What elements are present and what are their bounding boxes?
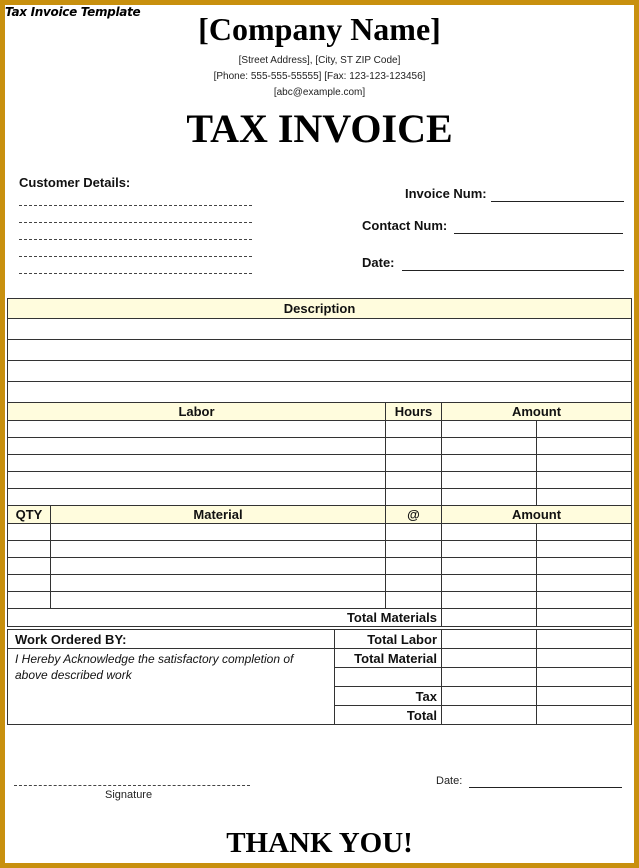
document-label: Tax Invoice Template <box>5 5 141 19</box>
blank-summary-cents[interactable] <box>537 668 632 687</box>
summary-table <box>7 629 632 725</box>
total-labor-cents[interactable] <box>537 630 632 649</box>
material-cell[interactable] <box>51 592 386 609</box>
invoice-num-label: Invoice Num: <box>405 186 487 201</box>
material-cell[interactable] <box>51 541 386 558</box>
amount-cell[interactable] <box>442 438 537 455</box>
amount-cents-cell[interactable] <box>537 438 632 455</box>
total-materials-amount[interactable] <box>442 609 537 627</box>
total-materials-cents[interactable] <box>537 609 632 627</box>
signature-line[interactable] <box>14 785 250 786</box>
total-material-cents[interactable] <box>537 649 632 668</box>
rate-cell[interactable] <box>386 558 442 575</box>
total-amount[interactable] <box>442 706 537 725</box>
total-label: Total <box>335 706 442 725</box>
material-cell[interactable] <box>51 575 386 592</box>
amount-cell[interactable] <box>442 575 537 592</box>
amount-cents-cell[interactable] <box>537 455 632 472</box>
blank-summary-label <box>335 668 442 687</box>
company-email: [abc@example.com] <box>273 87 366 98</box>
material-row <box>8 575 632 592</box>
total-labor-label: Total Labor <box>335 630 442 649</box>
tax-label: Tax <box>335 687 442 706</box>
signature-label: Signature <box>105 789 153 801</box>
material-row <box>8 592 632 609</box>
amount-cents-cell[interactable] <box>537 421 632 438</box>
description-header: Description <box>8 299 632 319</box>
description-row[interactable] <box>8 340 632 361</box>
labor-row <box>8 438 632 455</box>
material-cell[interactable] <box>51 524 386 541</box>
invoice-title: TAX INVOICE <box>186 106 453 151</box>
description-row[interactable] <box>8 382 632 403</box>
description-row[interactable] <box>8 319 632 340</box>
work-ordered-by-label: Work Ordered BY: <box>8 630 335 649</box>
total-cents[interactable] <box>537 706 632 725</box>
contact-num-label: Contact Num: <box>362 218 448 233</box>
at-header: @ <box>386 506 442 524</box>
amount-cell[interactable] <box>442 592 537 609</box>
amount-cell[interactable] <box>442 421 537 438</box>
amount-cents-cell[interactable] <box>537 575 632 592</box>
hours-cell[interactable] <box>386 472 442 489</box>
amount-cents-cell[interactable] <box>537 472 632 489</box>
rate-cell[interactable] <box>386 524 442 541</box>
total-labor-amount[interactable] <box>442 630 537 649</box>
labor-row <box>8 455 632 472</box>
amount-cell[interactable] <box>442 472 537 489</box>
date-label: Date: <box>362 255 395 270</box>
hours-cell[interactable] <box>386 489 442 506</box>
customer-line-2[interactable] <box>19 222 252 223</box>
hours-header: Hours <box>386 403 442 421</box>
company-name: [Company Name] <box>198 11 441 47</box>
customer-line-5[interactable] <box>19 273 252 274</box>
total-materials-label: Total Materials <box>8 609 442 627</box>
amount-cell[interactable] <box>442 455 537 472</box>
customer-line-1[interactable] <box>19 205 252 206</box>
labor-row <box>8 421 632 438</box>
hours-cell[interactable] <box>386 438 442 455</box>
material-amount-header: Amount <box>442 506 632 524</box>
invoice-table <box>7 298 632 627</box>
material-cell[interactable] <box>51 558 386 575</box>
amount-cents-cell[interactable] <box>537 592 632 609</box>
customer-details-label: Customer Details: <box>19 175 131 190</box>
acknowledgement-text: I Hereby Acknowledge the satisfactory completion of above described work <box>8 649 335 725</box>
total-material-label: Total Material <box>335 649 442 668</box>
amount-cell[interactable] <box>442 558 537 575</box>
amount-cents-cell[interactable] <box>537 489 632 506</box>
qty-cell[interactable] <box>8 575 51 592</box>
amount-cell[interactable] <box>442 524 537 541</box>
labor-cell[interactable] <box>8 455 386 472</box>
labor-row <box>8 472 632 489</box>
customer-line-4[interactable] <box>19 256 252 257</box>
material-row <box>8 541 632 558</box>
material-row <box>8 558 632 575</box>
labor-cell[interactable] <box>8 489 386 506</box>
amount-cell[interactable] <box>442 489 537 506</box>
labor-amount-header: Amount <box>442 403 632 421</box>
amount-cents-cell[interactable] <box>537 524 632 541</box>
blank-summary-amount[interactable] <box>442 668 537 687</box>
footer-date-field[interactable] <box>469 787 622 788</box>
amount-cents-cell[interactable] <box>537 558 632 575</box>
footer-date-label: Date: <box>436 775 463 787</box>
material-row <box>8 524 632 541</box>
labor-header: Labor <box>8 403 386 421</box>
qty-cell[interactable] <box>8 541 51 558</box>
qty-cell[interactable] <box>8 592 51 609</box>
qty-cell[interactable] <box>8 524 51 541</box>
date-field[interactable] <box>402 270 624 271</box>
company-address: [Street Address], [City, ST ZIP Code] <box>238 55 401 66</box>
labor-cell[interactable] <box>8 438 386 455</box>
tax-cents[interactable] <box>537 687 632 706</box>
amount-cents-cell[interactable] <box>537 541 632 558</box>
total-material-amount[interactable] <box>442 649 537 668</box>
description-row[interactable] <box>8 361 632 382</box>
labor-cell[interactable] <box>8 472 386 489</box>
rate-cell[interactable] <box>386 541 442 558</box>
labor-row <box>8 489 632 506</box>
thank-you-text: THANK YOU! <box>226 827 413 859</box>
invoice-num-field[interactable] <box>491 201 624 202</box>
customer-line-3[interactable] <box>19 239 252 240</box>
qty-cell[interactable] <box>8 558 51 575</box>
hours-cell[interactable] <box>386 455 442 472</box>
labor-cell[interactable] <box>8 421 386 438</box>
rate-cell[interactable] <box>386 592 442 609</box>
qty-header: QTY <box>8 506 51 524</box>
invoice-page <box>5 5 634 863</box>
amount-cell[interactable] <box>442 541 537 558</box>
tax-amount[interactable] <box>442 687 537 706</box>
material-header: Material <box>51 506 386 524</box>
rate-cell[interactable] <box>386 575 442 592</box>
contact-num-field[interactable] <box>454 233 623 234</box>
hours-cell[interactable] <box>386 421 442 438</box>
company-phone-fax: [Phone: 555-555-55555] [Fax: 123-123-123456] <box>213 71 426 82</box>
